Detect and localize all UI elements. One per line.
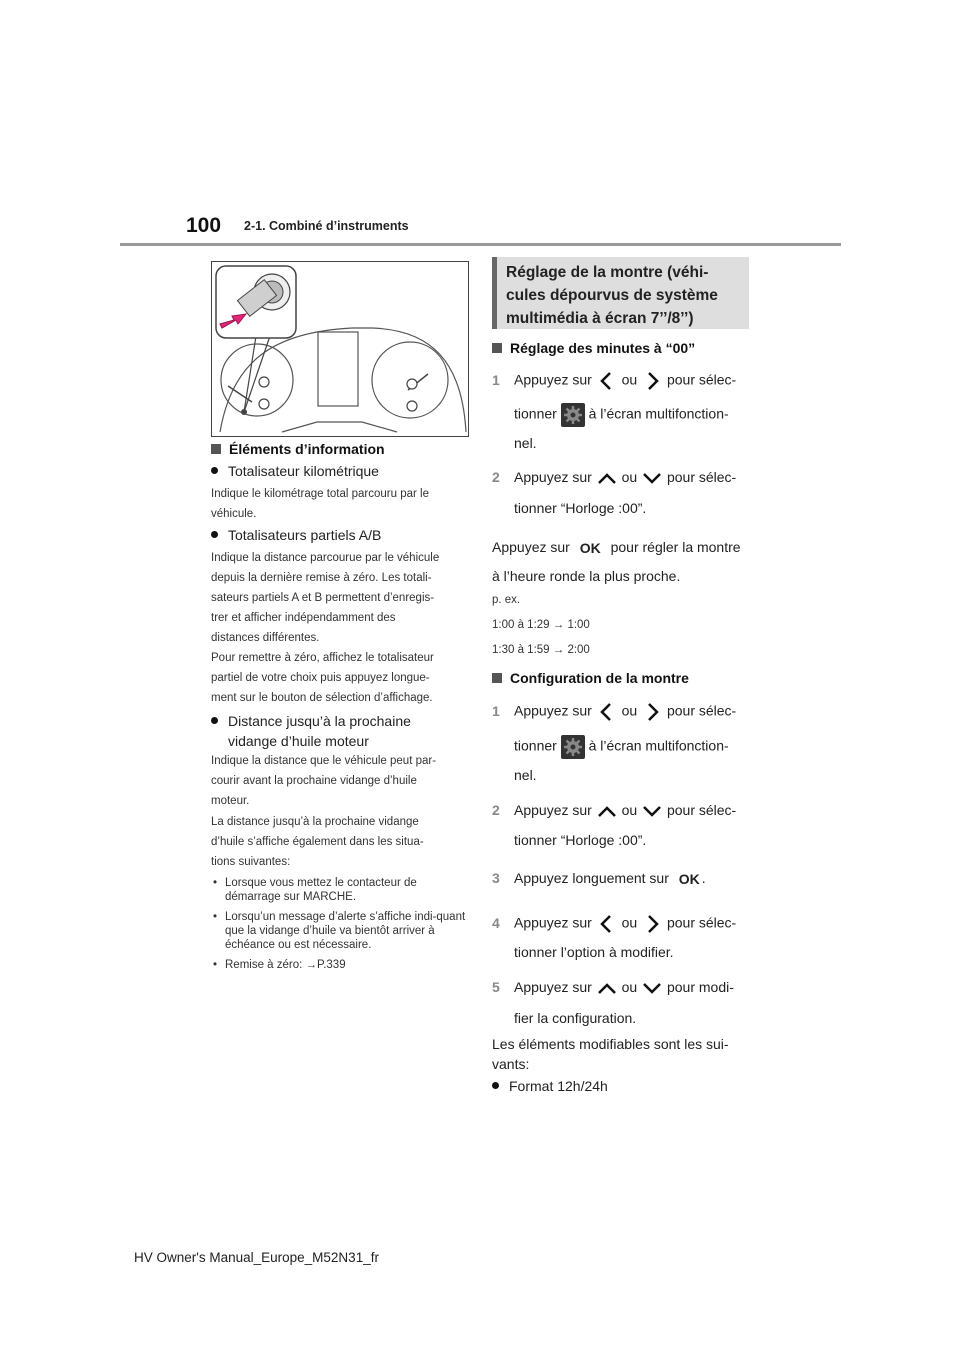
config-step4-line2: tionner l’option à modifier.: [514, 944, 674, 960]
minutes-step1-line1: 1 Appuyez sur ou pour sélec-: [492, 370, 736, 392]
minutes-step1-line3: nel.: [514, 435, 537, 451]
bullet-icon: [492, 1082, 499, 1089]
heading-square-icon: [492, 343, 502, 353]
minutes-step2-line2: tionner “Horloge :00”.: [514, 500, 647, 516]
config-step1-line3: nel.: [514, 767, 537, 783]
oil-desc-2: La distance jusqu’à la prochaine vidange d’huile s’affiche également dans les situa- tions suivantes:: [211, 816, 424, 868]
oil-notes: [211, 876, 467, 978]
ok-icon: OK: [579, 540, 601, 557]
chevron-right-icon: [641, 370, 663, 392]
oil-desc: Indique la distance que le véhicule peut par- courir avant la prochaine vidange d’huile moteur.: [211, 755, 437, 807]
minutes-step1-line2: tionner à l’écran multifonction-: [514, 403, 729, 427]
chevron-down-icon: [641, 470, 663, 486]
config-step4-line1: 4 Appuyez sur ou pour sélec-: [492, 913, 736, 935]
chevron-down-icon: [641, 980, 663, 996]
gear-icon: [561, 735, 585, 759]
config-step3: 3 Appuyez longuement sur OK .: [492, 870, 706, 888]
chevron-left-icon: [596, 701, 618, 723]
heading-square-icon: [211, 444, 221, 454]
minutes-para-line1: Appuyez sur OK pour régler la montre: [492, 539, 741, 557]
gear-icon: [561, 403, 585, 427]
config-step5-line2: fier la configuration.: [514, 1010, 637, 1026]
chevron-left-icon: [596, 913, 618, 935]
chevron-right-icon: [641, 701, 663, 723]
trip-desc: Indique la distance parcourue par le véhicule depuis la dernière remise à zéro. Les totali- sateurs partiels A et B permettent d’enregis- trer et afficher indépendamment des distances différentes.: [211, 552, 440, 644]
bullet-icon: [211, 717, 218, 724]
note-item: • Lorsque vous mettez le contacteur de démarrage sur MARCHE.: [211, 876, 467, 904]
config-step2-line2: tionner “Horloge :00”.: [514, 832, 647, 848]
config-step1-line2: tionner à l’écran multifonction-: [514, 735, 729, 759]
bullet-oil-change: Distance jusqu’à la prochaine vidange d’huile moteur: [211, 711, 411, 751]
bullet-trip-meters: Totalisateurs partiels A/B: [211, 527, 381, 543]
chevron-left-icon: [596, 370, 618, 392]
heading-minutes: Réglage des minutes à “00”: [492, 340, 695, 356]
example-1: 1:00 à 1:29 → 1:00: [492, 619, 590, 631]
config-step5-line1: 5 Appuyez sur ou pour modi-: [492, 979, 734, 995]
odometer-desc: Indique le kilométrage total parcouru par le véhicule.: [211, 488, 429, 520]
trip-reset-desc: Pour remettre à zéro, affichez le totalisateur partiel de votre choix puis appuyez longue- ment sur le bouton de sélection d’affichage.: [211, 652, 434, 704]
bullet-icon: [211, 531, 218, 538]
cluster-illustration: [212, 262, 468, 436]
config-step1-line1: 1 Appuyez sur ou pour sélec-: [492, 701, 736, 723]
bullet-format: Format 12h/24h: [492, 1078, 608, 1094]
heading-elements: Éléments d’information: [211, 441, 385, 457]
minutes-step2-line1: 2 Appuyez sur ou pour sélec-: [492, 469, 737, 485]
chevron-up-icon: [596, 980, 618, 996]
example-2: 1:30 à 1:59 → 2:00: [492, 644, 590, 656]
instrument-cluster-figure: [211, 261, 469, 437]
header-rule: [120, 243, 841, 246]
bullet-icon: [211, 467, 218, 474]
ok-icon: OK: [678, 871, 700, 888]
minutes-para-line2: à l’heure ronde la plus proche.: [492, 568, 681, 584]
page-number: 100: [186, 214, 222, 237]
section-title: 2-1. Combiné d’instruments: [244, 219, 409, 233]
chevron-down-icon: [641, 803, 663, 819]
heading-config: Configuration de la montre: [492, 670, 689, 686]
chevron-up-icon: [596, 803, 618, 819]
clock-settings-box: Réglage de la montre (véhi- cules dépourvus de système multimédia à écran 7’’/8’’): [492, 257, 749, 329]
bullet-odometer: Totalisateur kilométrique: [211, 463, 379, 479]
note-item: • Lorsqu’un message d’alerte s’affiche indi-quant que la vidange d’huile va bientôt arriver à échéance ou est nécessaire.: [211, 910, 467, 952]
note-item: • Remise à zéro: →P.339: [211, 958, 467, 972]
chevron-right-icon: [641, 913, 663, 935]
footer: HV Owner's Manual_Europe_M52N31_fr: [134, 1250, 379, 1265]
heading-square-icon: [492, 673, 502, 683]
config-para: Les éléments modifiables sont les sui- vants:: [492, 1036, 729, 1072]
example-label: p. ex.: [492, 594, 521, 606]
config-step2-line1: 2 Appuyez sur ou pour sélec-: [492, 802, 737, 818]
chevron-up-icon: [596, 470, 618, 486]
